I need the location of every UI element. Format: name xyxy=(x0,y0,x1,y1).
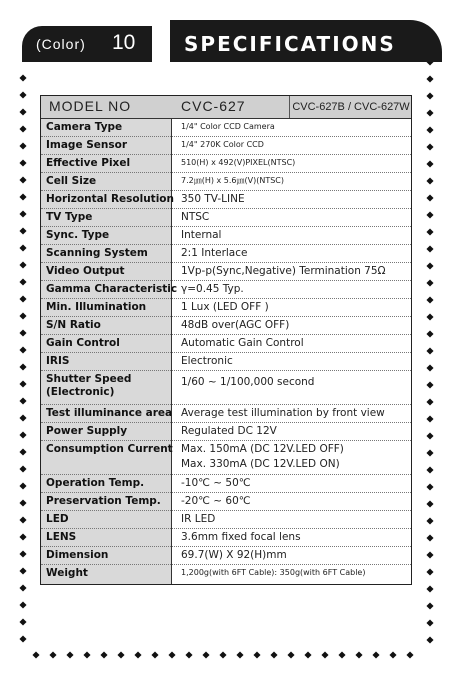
spec-label: LED xyxy=(46,513,69,525)
border-dot xyxy=(372,651,379,658)
border-dot xyxy=(406,651,413,658)
border-dot xyxy=(19,312,26,319)
border-dot xyxy=(19,584,26,591)
border-dot xyxy=(185,651,192,658)
border-dot xyxy=(19,244,26,251)
spec-row xyxy=(41,528,411,547)
spec-row xyxy=(41,440,411,475)
border-dot xyxy=(338,651,345,658)
border-dot xyxy=(19,346,26,353)
border-dot xyxy=(219,651,226,658)
color-label: (Color) xyxy=(36,36,86,52)
spec-row xyxy=(41,136,411,155)
spec-label: Video Output xyxy=(46,265,125,277)
border-dot xyxy=(426,194,433,201)
border-dot xyxy=(19,193,26,200)
spec-label: Gamma Characteristic xyxy=(46,283,178,295)
border-dot xyxy=(426,160,433,167)
spec-row xyxy=(41,404,411,423)
border-dot xyxy=(202,651,209,658)
spec-value: Electronic xyxy=(181,355,233,367)
spec-row xyxy=(41,172,411,191)
spec-value: 69.7(W) X 92(H)mm xyxy=(181,549,287,561)
spec-row xyxy=(41,262,411,281)
spec-label: Preservation Temp. xyxy=(46,495,161,507)
spec-label: LENS xyxy=(46,531,77,543)
spec-row xyxy=(41,564,411,582)
spec-value: NTSC xyxy=(181,211,210,223)
border-dot xyxy=(426,177,433,184)
border-dot xyxy=(426,636,433,643)
spec-value: 7.2㎛(H) x 5.6㎛(V)(NTSC) xyxy=(181,176,285,185)
spec-row xyxy=(41,352,411,371)
spec-row xyxy=(41,316,411,335)
spec-value: γ=0.45 Typ. xyxy=(181,283,244,295)
border-dot xyxy=(426,466,433,473)
border-dot xyxy=(19,618,26,625)
spec-label: Cell Size xyxy=(46,175,97,187)
spec-row xyxy=(41,492,411,511)
border-dot xyxy=(426,109,433,116)
border-dot xyxy=(426,517,433,524)
spec-label: Gain Control xyxy=(46,337,120,349)
border-dot xyxy=(426,347,433,354)
border-dot xyxy=(19,431,26,438)
spec-row xyxy=(41,510,411,529)
border-dot xyxy=(117,651,124,658)
border-dot xyxy=(304,651,311,658)
spec-label: Dimension xyxy=(46,549,109,561)
spec-row xyxy=(41,226,411,245)
spec-value: 1/4" 270K Color CCD xyxy=(181,140,264,149)
spec-label: TV Type xyxy=(46,211,93,223)
border-dot xyxy=(426,313,433,320)
border-dot xyxy=(426,534,433,541)
spec-value: 1,200g(with 6FT Cable): 350g(with 6FT Cable) xyxy=(181,568,366,577)
border-dot xyxy=(19,516,26,523)
spec-label: Shutter Speed (Electronic) xyxy=(46,373,132,398)
spec-row xyxy=(41,298,411,317)
spec-table xyxy=(40,95,412,585)
spec-label: Min. Illumination xyxy=(46,301,147,313)
spec-row xyxy=(41,208,411,227)
spec-value: 510(H) x 492(V)PIXEL(NTSC) xyxy=(181,158,296,167)
border-dot xyxy=(49,651,56,658)
border-dot xyxy=(83,651,90,658)
spec-value: 1/4" Color CCD Camera xyxy=(181,122,275,131)
border-dot xyxy=(19,550,26,557)
spec-value: 48dB over(AGC OFF) xyxy=(181,319,290,331)
spec-label: Test illuminance area xyxy=(46,407,173,419)
spec-value: -10℃ ~ 50℃ xyxy=(181,477,251,489)
border-dot xyxy=(236,651,243,658)
border-dot xyxy=(19,91,26,98)
spec-row xyxy=(41,154,411,173)
border-dot xyxy=(134,651,141,658)
border-dot xyxy=(426,585,433,592)
spec-value: 2:1 Interlace xyxy=(181,247,248,259)
border-dot xyxy=(19,635,26,642)
border-dot xyxy=(19,261,26,268)
border-dot xyxy=(426,432,433,439)
border-dot xyxy=(426,568,433,575)
border-dot xyxy=(426,296,433,303)
border-dot xyxy=(270,651,277,658)
border-dot xyxy=(19,108,26,115)
spec-row xyxy=(41,474,411,493)
spec-label: Horizontal Resolution xyxy=(46,193,174,205)
border-dot xyxy=(426,415,433,422)
border-dot xyxy=(426,211,433,218)
spec-value: 3.6mm fixed focal lens xyxy=(181,531,301,543)
spec-value: 1 Lux (LED OFF ) xyxy=(181,301,269,313)
border-dot xyxy=(19,278,26,285)
border-dot xyxy=(426,228,433,235)
page-title: SPECIFICATIONS xyxy=(184,32,396,56)
border-dot xyxy=(426,602,433,609)
border-dot xyxy=(426,330,433,337)
spec-label: Weight xyxy=(46,567,88,579)
border-dot xyxy=(426,279,433,286)
model-value-primary: CVC-627 xyxy=(181,98,246,114)
spec-label: Scanning System xyxy=(46,247,148,259)
section-header xyxy=(22,20,442,62)
border-dot xyxy=(321,651,328,658)
spec-row xyxy=(41,370,411,405)
border-dot xyxy=(19,295,26,302)
spec-row xyxy=(41,244,411,263)
spec-value: Internal xyxy=(181,229,222,241)
spec-value: Regulated DC 12V xyxy=(181,425,277,437)
border-dot xyxy=(426,381,433,388)
border-dot xyxy=(426,262,433,269)
spec-row xyxy=(41,546,411,565)
border-dot xyxy=(19,74,26,81)
spec-value: 1Vp-p(Sync,Negative) Termination 75Ω xyxy=(181,265,386,277)
spec-value: 350 TV-LINE xyxy=(181,193,245,205)
spec-label: Consumption Current xyxy=(46,443,173,455)
spec-row xyxy=(41,190,411,209)
border-dot xyxy=(426,483,433,490)
border-dot xyxy=(19,380,26,387)
border-dot xyxy=(19,210,26,217)
border-dot xyxy=(19,448,26,455)
border-dot xyxy=(426,500,433,507)
spec-label: Power Supply xyxy=(46,425,128,437)
spec-row xyxy=(41,334,411,353)
border-dot xyxy=(426,143,433,150)
spec-value: IR LED xyxy=(181,513,216,525)
border-dot xyxy=(426,92,433,99)
spec-value: Average test illumination by front view xyxy=(181,407,385,419)
border-dot xyxy=(19,397,26,404)
border-dot xyxy=(19,533,26,540)
spec-label: Image Sensor xyxy=(46,139,128,151)
border-dot xyxy=(66,651,73,658)
border-dot xyxy=(426,398,433,405)
model-row xyxy=(41,96,411,119)
border-dot xyxy=(426,75,433,82)
spec-value: Max. 150mA (DC 12V.LED OFF) xyxy=(181,443,344,455)
border-dot xyxy=(426,551,433,558)
spec-label: S/N Ratio xyxy=(46,319,101,331)
spec-label: Camera Type xyxy=(46,121,123,133)
border-dot xyxy=(426,364,433,371)
border-dot xyxy=(19,142,26,149)
border-dot xyxy=(19,414,26,421)
spec-label: Effective Pixel xyxy=(46,157,131,169)
border-dot xyxy=(19,601,26,608)
border-dot xyxy=(426,126,433,133)
spec-row xyxy=(41,422,411,441)
border-dot xyxy=(19,482,26,489)
spec-row xyxy=(41,280,411,299)
border-dot xyxy=(168,651,175,658)
model-label: MODEL NO xyxy=(49,98,132,114)
border-dot xyxy=(426,449,433,456)
page-number: 10 xyxy=(112,31,136,54)
spec-value: 1/60 ~ 1/100,000 second xyxy=(181,376,315,388)
border-dot xyxy=(19,363,26,370)
border-dot xyxy=(19,227,26,234)
model-value-secondary: CVC-627B / CVC-627W xyxy=(289,96,412,118)
border-dot xyxy=(426,619,433,626)
spec-value: -20℃ ~ 60℃ xyxy=(181,495,251,507)
border-dot xyxy=(19,125,26,132)
border-dot xyxy=(426,245,433,252)
border-dot xyxy=(253,651,260,658)
border-dot xyxy=(19,176,26,183)
spec-label: IRIS xyxy=(46,355,70,367)
border-dot xyxy=(151,651,158,658)
border-dot xyxy=(100,651,107,658)
border-dot xyxy=(19,567,26,574)
border-dot xyxy=(32,651,39,658)
border-dot xyxy=(287,651,294,658)
spec-label: Operation Temp. xyxy=(46,477,145,489)
spec-row xyxy=(41,118,411,137)
border-dot xyxy=(19,465,26,472)
border-dot xyxy=(19,329,26,336)
border-dot xyxy=(19,159,26,166)
spec-value: Max. 330mA (DC 12V.LED ON) xyxy=(181,458,340,470)
border-dot xyxy=(355,651,362,658)
border-dot xyxy=(389,651,396,658)
spec-value: Automatic Gain Control xyxy=(181,337,304,349)
border-dot xyxy=(19,499,26,506)
spec-label: Sync. Type xyxy=(46,229,110,241)
